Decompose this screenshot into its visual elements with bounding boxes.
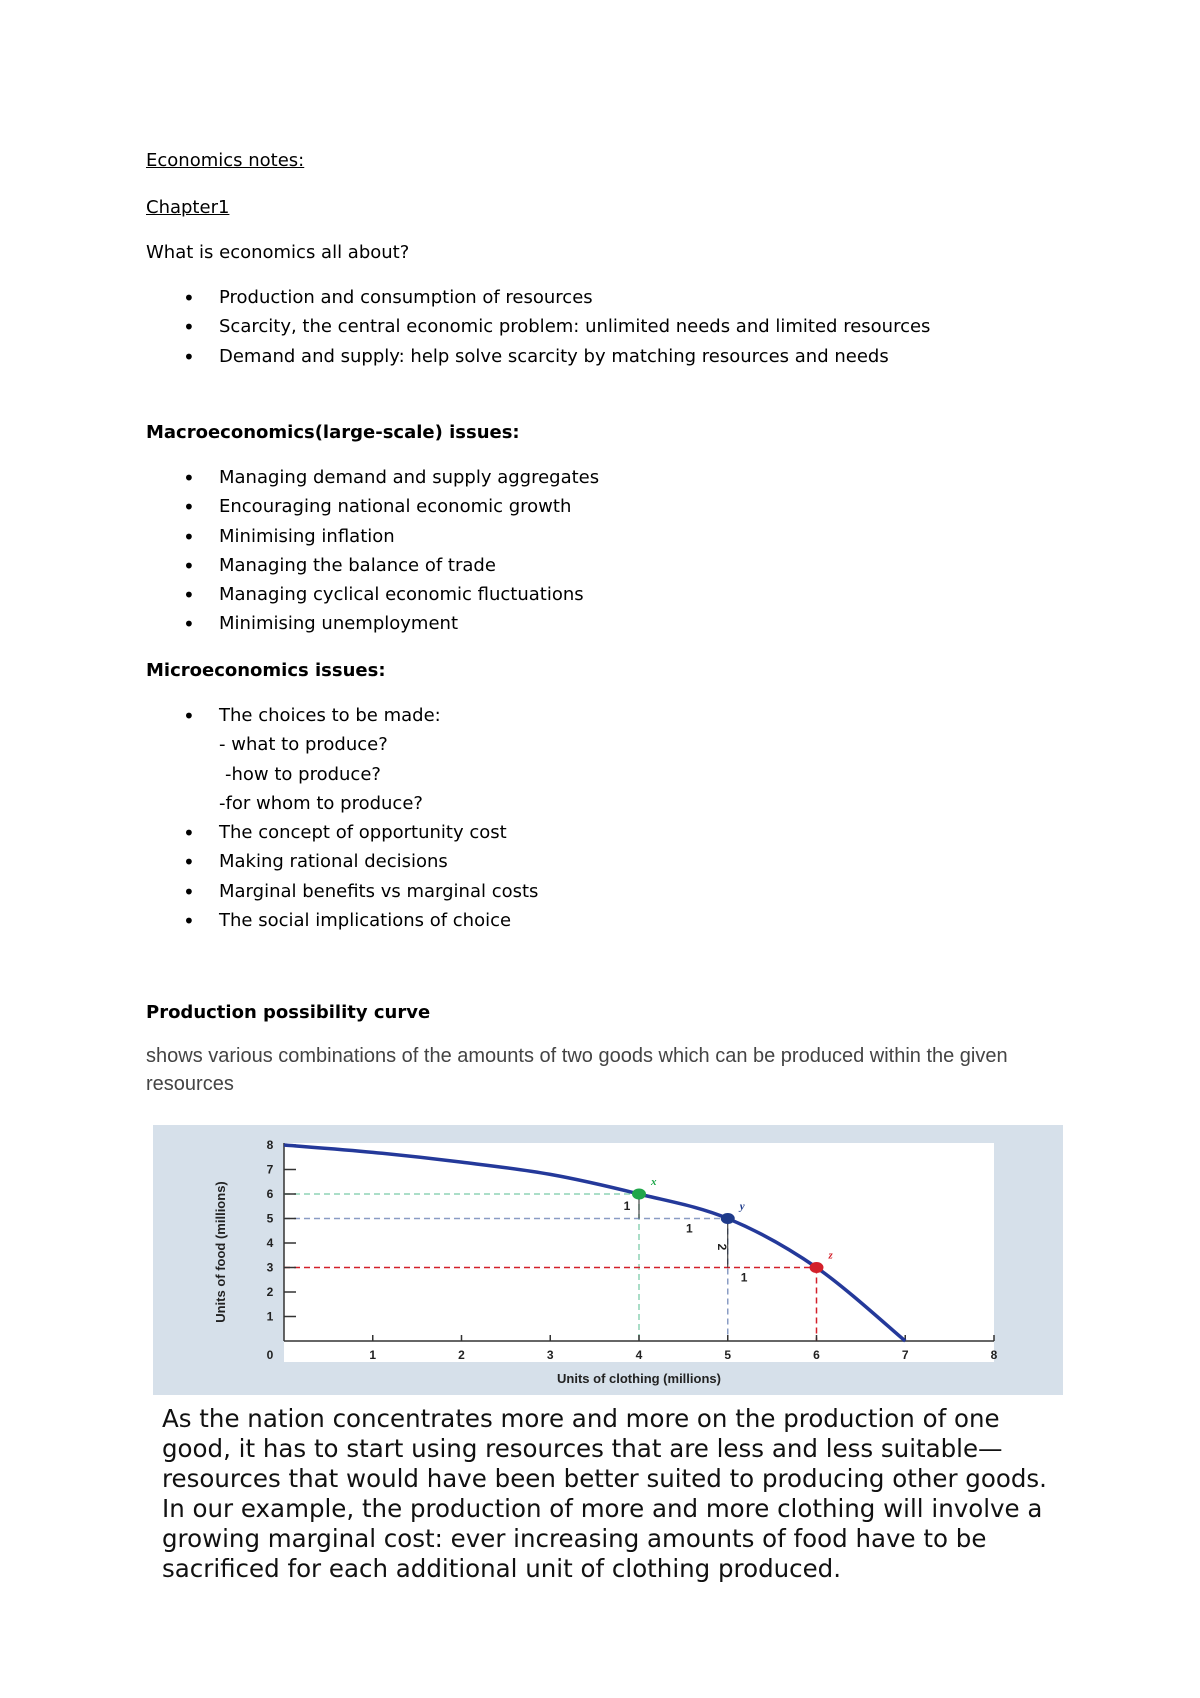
x-tick-label: 0 [266,1348,274,1362]
micro-list-first [146,705,441,734]
y-tick-label: 3 [266,1260,274,1275]
chapter-heading: Chapter1 [146,197,230,218]
list-item: • Production and consumption of resources [146,287,930,316]
list-item: • Managing demand and supply aggregates [146,467,599,496]
step-label: 1 [740,1270,748,1285]
point-z [810,1262,824,1273]
point-y [721,1213,735,1224]
list-item: • The concept of opportunity cost [146,822,538,851]
x-tick-label: 4 [635,1348,643,1362]
x-tick-label: 1 [369,1348,377,1362]
list-item: • The choices to be made: [146,705,441,734]
step-label: 2 [714,1243,729,1251]
macro-heading: Macroeconomics(large-scale) issues: [146,422,520,443]
step-label: 1 [623,1199,631,1213]
point-x [632,1189,646,1200]
x-axis-label: Units of clothing (millions) [557,1371,721,1386]
step-label: 1 [686,1221,693,1236]
list-item: • Managing the balance of trade [146,555,599,584]
y-tick-label: 8 [266,1138,274,1152]
list-item: • Minimising unemployment [146,613,599,642]
x-tick-label: 3 [546,1348,554,1362]
sub-item: - what to produce? [219,734,388,755]
x-tick-label: 5 [724,1348,732,1362]
list-item: • Making rational decisions [146,851,538,880]
ppc-chart-panel [153,1125,1063,1395]
sub-item: -how to produce? [225,764,381,785]
ppc-heading: Production possibility curve [146,1002,431,1023]
micro-heading: Microeconomics issues: [146,660,386,681]
list-item: • Encouraging national economic growth [146,496,599,525]
y-tick-label: 5 [266,1211,274,1226]
y-tick-label: 4 [266,1236,274,1250]
explanation-text: As the nation concentrates more and more on the production of one good, it has to start using resources that are less and less suitable—resources that would have been better suited to producing other goods. In our example, the production of more and more clothing will involve a growing marginal cost: ever increasing amounts of food have to be sacrificed for each additional unit of clothing produced. [162,1404,1047,1583]
document-heading: Economics notes: [146,150,305,171]
ppc-description: shows various combinations of the amounts of two goods which can be produced within the given resources [146,1045,1008,1095]
macro-list [146,467,599,643]
x-tick-label: 7 [901,1348,909,1362]
list-item: • Demand and supply: help solve scarcity by matching resources and needs [146,346,930,375]
x-tick-label: 2 [458,1348,465,1362]
ppc-chart [153,1125,1063,1395]
point-label: z [828,1249,833,1262]
list-item: • Managing cyclical economic fluctuations [146,584,599,613]
point-label: x [651,1176,657,1188]
sub-item: -for whom to produce? [219,793,423,814]
intro-question: What is economics all about? [146,242,410,263]
x-tick-label: 6 [813,1348,820,1362]
y-axis-label: Units of food (millions) [213,1181,228,1323]
y-tick-label: 7 [266,1162,274,1177]
y-tick-label: 1 [266,1309,274,1324]
about-list [146,287,930,375]
y-tick-label: 2 [266,1285,274,1299]
x-tick-label: 8 [990,1348,998,1362]
list-item: • Scarcity, the central economic problem: unlimited needs and limited resources [146,316,930,345]
list-item: • Minimising inflation [146,526,599,555]
point-label: y [739,1200,745,1213]
list-item: • Marginal benefits vs marginal costs [146,881,538,910]
y-tick-label: 6 [266,1187,274,1201]
micro-list [146,822,538,939]
list-item: • The social implications of choice [146,910,538,939]
